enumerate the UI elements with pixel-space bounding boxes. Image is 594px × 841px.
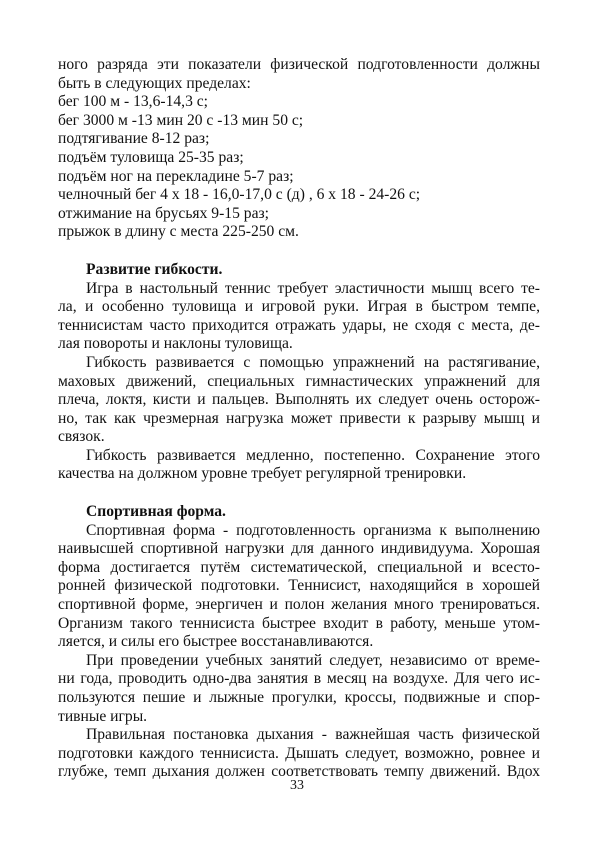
paragraph-line: маховых движений, специальных гимнастических упражнений для: [58, 372, 540, 390]
spacer: [58, 484, 540, 503]
intro-line: ного разряда эти показатели физической подготовленности должны: [58, 56, 540, 73]
paragraph-line: Спортивная форма - подготовленность организма к выполнению: [86, 521, 540, 539]
paragraph-line: спортивной форме, энергичен и полон желания много тренироваться.: [58, 596, 540, 614]
paragraph-line: но, так как чрезмерная нагрузка может привести к разрыву мышц и: [58, 409, 540, 427]
paragraph-line: Гибкость развивается медленно, постепенно. Сохранение этого: [86, 446, 540, 464]
list-item: подъём ног на перекладине 5-7 раз;: [58, 167, 294, 185]
paragraph: [58, 447, 540, 484]
paragraph-line: Гибкость развивается с помощью упражнений на растягивание,: [86, 353, 540, 371]
paragraph-line: лая повороты и наклоны туловища.: [58, 335, 293, 353]
paragraph-line: подготовки каждого теннисиста. Дышать следует, возможно, ровнее и: [58, 744, 540, 762]
list-item: бег 3000 м -13 мин 20 с -13 мин 50 с;: [58, 111, 304, 129]
paragraph-line: тивные игры.: [58, 707, 148, 725]
requirements-list: [58, 56, 540, 242]
paragraph-line: качества на должном уровне требует регулярной тренировки.: [58, 465, 467, 483]
paragraph-line: форма достигается путём систематической, специальной и всесто-: [58, 558, 540, 576]
paragraph: [58, 280, 540, 354]
list-item: бег 100 м - 13,6-14,3 с;: [58, 93, 209, 111]
paragraph-line: ла, и особенно туловища и игровой руки. Играя в быстром темпе,: [58, 298, 540, 316]
list-item: подтягивание 8-12 раз;: [58, 130, 210, 148]
paragraph-line: При проведении учебных занятий следует, независимо от време-: [86, 651, 540, 669]
list-item: прыжок в длину с места 225-250 см.: [58, 223, 299, 241]
paragraph-line: наивысшей спортивной нагрузки для данного индивидуума. Хорошая: [58, 540, 540, 558]
paragraph-line: Правильная постановка дыхания - важнейшая часть физической: [86, 726, 540, 744]
list-item: челночный бег 4 х 18 - 16,0-17,0 с (д) , 6 х 18 - 24-26 с;: [58, 186, 421, 204]
page-number: 33: [290, 778, 304, 793]
paragraph-line: Игра в настольный теннис требует эластичности мышц всего те-: [86, 279, 540, 297]
paragraph: [58, 652, 540, 726]
paragraph-line: пользуются пешие и лыжные прогулки, кроссы, подвижные и спор-: [58, 689, 540, 706]
section-heading: Развитие гибкости.: [86, 260, 223, 278]
paragraph-line: плеча, локтя, кисти и пальцев. Выполнять их следует очень осторож-: [58, 391, 540, 409]
paragraph-line: ни года, проводить одно-два занятия в месяц на воздухе. Для чего ис-: [58, 670, 540, 688]
paragraph: [58, 726, 540, 782]
list-item: подъём туловища 25-35 раз;: [58, 148, 244, 166]
paragraph-line: ляется, и силы его быстрее восстанавливаются.: [58, 633, 374, 651]
intro-line: быть в следующих пределах:: [58, 74, 251, 92]
list-item: отжимание на брусьях 9-15 раз;: [58, 204, 269, 222]
paragraph-line: ронней физической подготовки. Теннисист, находящийся в хорошей: [58, 577, 540, 595]
paragraph-line: теннисистам часто приходится отражать удары, не сходя с места, де-: [58, 316, 540, 334]
paragraph: [58, 522, 540, 652]
body-text: [58, 56, 540, 782]
paragraph-line: связок.: [58, 428, 105, 446]
section-heading: Спортивная форма.: [86, 503, 226, 521]
paragraph-line: Организм такого теннисиста быстрее входит в работу, меньше утом-: [58, 614, 540, 632]
paragraph: [58, 354, 540, 447]
paragraph-line: глубже, темп дыхания должен соответствовать темпу движений. Вдох: [58, 763, 540, 781]
spacer: [58, 242, 540, 261]
